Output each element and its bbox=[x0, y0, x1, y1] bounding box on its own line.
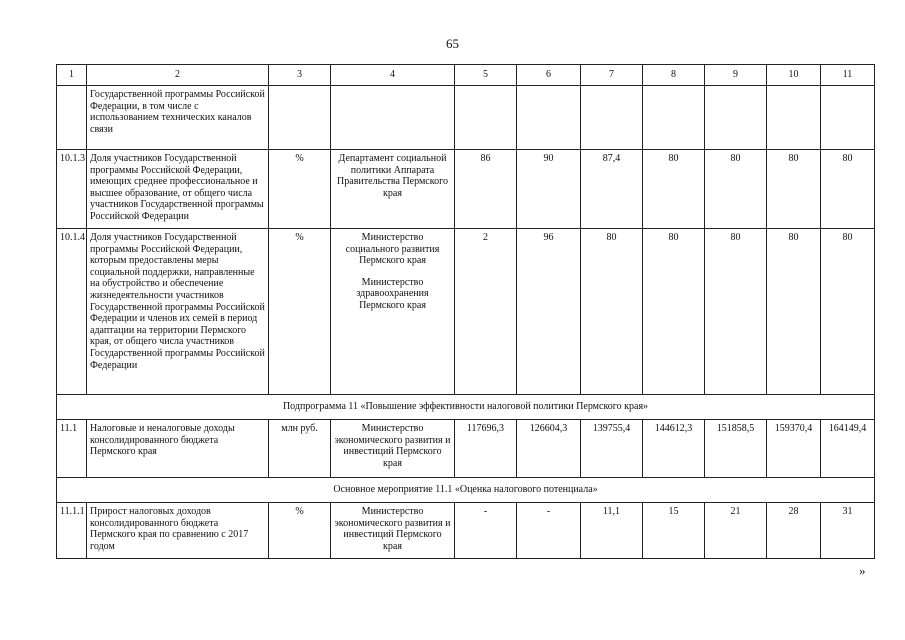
column-header: 3 bbox=[269, 65, 331, 86]
indicator-name: Налоговые и неналоговые доходы консолидированного бюджета Пермского края bbox=[87, 420, 269, 478]
value-cell: 80 bbox=[643, 229, 705, 395]
page-number: 65 bbox=[446, 36, 459, 51]
indicator-name: Государственной программы Российской Федерации, в том числе с использованием технических каналов связи bbox=[87, 86, 269, 150]
value-cell: 15 bbox=[643, 503, 705, 559]
value-cell: 86 bbox=[455, 150, 517, 229]
value-cell: 87,4 bbox=[581, 150, 643, 229]
row-number: 10.1.3 bbox=[57, 150, 87, 229]
value-cell: 28 bbox=[767, 503, 821, 559]
responsible-cell: Министерство экономического развития и инвестиций Пермского края bbox=[331, 503, 455, 559]
value-cell bbox=[581, 86, 643, 150]
responsible-line: Министерство здравоохранения Пермского края bbox=[356, 276, 429, 311]
column-header: 2 bbox=[87, 65, 269, 86]
value-cell bbox=[821, 86, 875, 150]
value-cell: - bbox=[455, 503, 517, 559]
value-cell: 80 bbox=[767, 229, 821, 395]
value-cell bbox=[643, 86, 705, 150]
value-cell: 80 bbox=[705, 229, 767, 395]
value-cell bbox=[455, 86, 517, 150]
table-row bbox=[57, 420, 875, 478]
unit-cell: % bbox=[269, 150, 331, 229]
column-header: 9 bbox=[705, 65, 767, 86]
value-cell: 2 bbox=[455, 229, 517, 395]
continuation-mark: » bbox=[859, 563, 866, 578]
responsible-cell: Министерство экономического развития и инвестиций Пермского края bbox=[331, 420, 455, 478]
indicators-table bbox=[56, 64, 875, 559]
subprogram-title: Подпрограмма 11 «Повышение эффективности налоговой политики Пермского края» bbox=[57, 395, 875, 420]
value-cell: 96 bbox=[517, 229, 581, 395]
value-cell: 80 bbox=[705, 150, 767, 229]
unit-cell: % bbox=[269, 229, 331, 395]
row-number: 10.1.4 bbox=[57, 229, 87, 395]
responsible-cell: Департамент социальной политики Аппарата Правительства Пермского края bbox=[331, 150, 455, 229]
column-header: 1 bbox=[57, 65, 87, 86]
value-cell bbox=[517, 86, 581, 150]
value-cell: 139755,4 bbox=[581, 420, 643, 478]
value-cell: 80 bbox=[643, 150, 705, 229]
value-cell: 80 bbox=[821, 150, 875, 229]
responsible-cell bbox=[331, 86, 455, 150]
value-cell: 80 bbox=[581, 229, 643, 395]
value-cell: 90 bbox=[517, 150, 581, 229]
column-header: 7 bbox=[581, 65, 643, 86]
responsible-cell bbox=[331, 229, 455, 395]
column-header: 10 bbox=[767, 65, 821, 86]
header-row bbox=[57, 65, 875, 86]
table-row bbox=[57, 229, 875, 395]
column-header: 4 bbox=[331, 65, 455, 86]
measure-title: Основное мероприятие 11.1 «Оценка налогового потенциала» bbox=[57, 478, 875, 503]
value-cell: 21 bbox=[705, 503, 767, 559]
column-header: 11 bbox=[821, 65, 875, 86]
value-cell: 11,1 bbox=[581, 503, 643, 559]
section-row bbox=[57, 478, 875, 503]
value-cell: 80 bbox=[767, 150, 821, 229]
indicator-name: Доля участников Государственной программы Российской Федерации, имеющих среднее профессиональное и высшее образование, от общего числа участников Государственной программы Российской Федерации bbox=[87, 150, 269, 229]
table-row bbox=[57, 86, 875, 150]
column-header: 5 bbox=[455, 65, 517, 86]
value-cell bbox=[767, 86, 821, 150]
indicator-name: Доля участников Государственной программы Российской Федерации, которым предоставлены меры социальной поддержки, направленные на обустройство и обеспечение жизнедеятельности участников Государственной программы Российской Федерации и членов их семей в период адаптации на территории Пермского края, от общего числа участников Государственной программы Российской Федерации bbox=[87, 229, 269, 395]
row-number: 11.1 bbox=[57, 420, 87, 478]
row-number bbox=[57, 86, 87, 150]
column-header: 6 bbox=[517, 65, 581, 86]
value-cell: - bbox=[517, 503, 581, 559]
row-number: 11.1.1 bbox=[57, 503, 87, 559]
value-cell: 151858,5 bbox=[705, 420, 767, 478]
value-cell: 126604,3 bbox=[517, 420, 581, 478]
value-cell: 164149,4 bbox=[821, 420, 875, 478]
table-row bbox=[57, 150, 875, 229]
value-cell: 31 bbox=[821, 503, 875, 559]
unit-cell: % bbox=[269, 503, 331, 559]
unit-cell bbox=[269, 86, 331, 150]
section-row bbox=[57, 395, 875, 420]
table-row bbox=[57, 503, 875, 559]
value-cell: 117696,3 bbox=[455, 420, 517, 478]
value-cell: 144612,3 bbox=[643, 420, 705, 478]
value-cell: 159370,4 bbox=[767, 420, 821, 478]
value-cell: 80 bbox=[821, 229, 875, 395]
column-header: 8 bbox=[643, 65, 705, 86]
value-cell bbox=[705, 86, 767, 150]
responsible-line: Министерство социального развития Пермского края bbox=[345, 232, 440, 267]
unit-cell: млн руб. bbox=[269, 420, 331, 478]
indicator-name: Прирост налоговых доходов консолидированного бюджета Пермского края по сравнению с 2017 годом bbox=[87, 503, 269, 559]
